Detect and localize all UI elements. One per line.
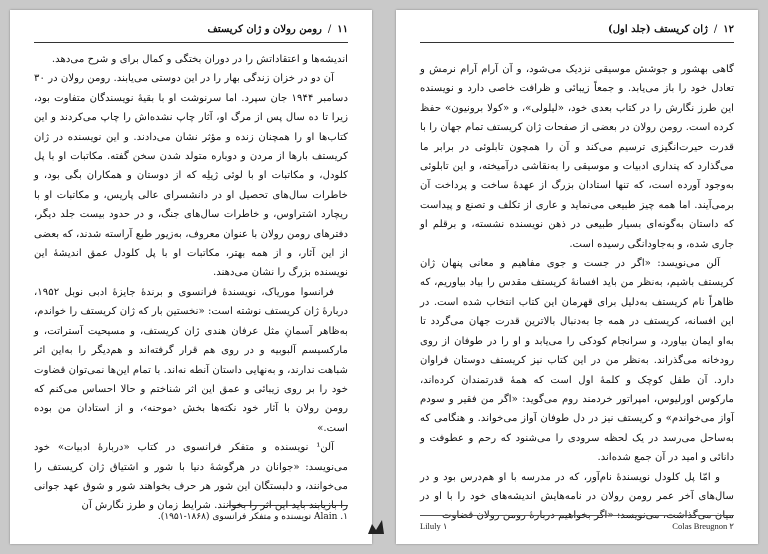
left-header-rule — [34, 42, 348, 43]
left-page-body — [34, 50, 348, 512]
right-header-title: ژان کریستف (جلد اول) — [608, 24, 708, 35]
right-paragraph-3: و امّا پل کلودل نویسندهٔ نام‌آور، که در مدرسه با او هم‌درس بود و در سال‌های آخر عمر رومن رولان در نامه‌هایش اندیشه‌های خود را با او در میان می‌گذاشت، می‌نویسد: «اگر بخواهیم دربارهٔ رومن رولان قضاوت — [420, 471, 734, 522]
right-page-body — [420, 60, 734, 522]
footer-note-liluly: Liluly ۱ — [420, 521, 448, 531]
left-paragraph-1: اندیشه‌ها و اعتقاداتش را در دوران بختگی و کمال برای و شرح می‌دهد. — [51, 54, 348, 65]
left-footnote: ۱. Alain نویسنده و متفکر فرانسوی (۱۸۶۸-۱۹۵۱). — [157, 512, 348, 522]
right-page-footer — [420, 515, 734, 532]
right-paragraph-2: آلن می‌نویسد: «اگر در جست و جوی مفاهیم و معانی پنهان ژان کریستف باشیم، به‌نظر من باید افسانهٔ کریستف مقدس را بیاد بیاوریم، که ظاهراً نام کریستف به‌دلیل برای قهرمان این کتاب انتخاب شده است. در این افسانه، کریستف در همه جا به‌دنبال بالاترین قدرت جهان می‌گردد تا به‌او ایمان بیاورد، و سرانجام کودکی را می‌یابد و او را در طوفان از روی رودخانه می‌گذراند. به‌نظر من در این کتاب نیز کریستف دوستان فراوان دارد. آن طفل کوچک و کلمهٔ اول است که همهٔ قدرتمندان کرده‌اند، مارکوس اورلیوس، امپراتور خردمند روم می‌گوید: «اگر من فقیر و سودم آواز می‌خواندم» و کریستف نیز در دل طوفان آواز می‌خواند. و هنگامی که به‌ساحل می‌رسد در یک لحظه سرودی را می‌شنود که رحم و عطوفت و دانائی و امید در آن جمع شده‌اند. — [420, 258, 734, 464]
right-page-number: ۱۲ — [723, 24, 734, 35]
page-corner-shadow-icon — [362, 520, 392, 534]
left-page — [10, 10, 372, 544]
left-page-header — [34, 24, 348, 35]
footer-note-colas-breugnon: Colas Breugnon ۲ — [672, 521, 734, 531]
left-paragraph-2: آن دو در خزان زندگی بهار را در این دوستی می‌یابند. رومن رولان در ۳۰ دسامبر ۱۹۴۴ جان سپرد. اما سرنوشت او با بقیهٔ نویسندگان متفاوت بود، زیرا تا ده سال پس از مرگ او، آثار چاپ نشده‌اش را چاپ می‌کردند و این کتاب‌ها او را همچنان زنده و مؤثر نشان می‌دادند. و این نویسنده در ژان کریستف بارها از مردن و دوباره متولد شدن سخن گفته. مکاتبات او با پل کلودل، و مکاتبات او با لوئی ژیلِه که از دوستان و همکاران بگی بود، و خاطرات سال‌های تحصیل او در دانشسرای عالی پاریس، و مکاتبات او با ریچارد اشتراوس، و خاطرات سال‌های جنگ، و در حدود بیست جلد دیگر، دفترهای رومن رولان با عنوان معروف، به‌زیور طبع آراسته شدند، که بعضی از این آثار، و از همه بهتر، مکاتبات او با پل کلودل عمق اندیشهٔ این نویسنده بزرگ را نشان می‌دهند. — [34, 73, 348, 279]
right-page — [396, 10, 758, 544]
left-header-separator: / — [327, 24, 332, 35]
left-header-title: رومن رولان و ژان کریستف — [207, 24, 322, 35]
left-paragraph-3: فرانسوا موریاک، نویسندهٔ فرانسوی و برندهٔ جایزهٔ ادبی نوبل ۱۹۵۲، دربارهٔ ژان کریستف نوشته است: «نخستین بار که ژان کریستف را خواندم، به‌ظاهر آسمانِ مثل عرفان هندی ژان کریستف، و مسیحیت آستراتت، و مارکسیسم آلبوبیه و در روی هم قرار گرفته‌اند و هم‌دیگر را به‌این اثر شباهت ندارند، و به‌نهایی داستان آنطه نه‌اند. با تمام این‌ها نمی‌توان قضاوت خود را بر روی زیبائی و عمق این اثر شناختم و حالا احساس می‌کنم که رومن رولان با آثار خود نکته‌ها بخش ‹موحنه›، و از استادان من بوده است.» — [34, 286, 348, 434]
left-page-number: ۱۱ — [337, 24, 348, 35]
right-header-rule — [420, 42, 734, 43]
right-paragraph-1: گاهی بهشور و جوشش موسیقی نزدیک می‌شود، و آن آرام آرام نرمش و تعادل خود را باز می‌یابد. و جمعاً زیبائی و ظرافت خاصی دارد و نویسنده این طرز نگارش را در کتاب بعدی خود، «لیلولی»، و «کولا برونیون» حفظ کرده است. رومن رولان در بعضی از صفحات ژان کریستف تمام جهان را با قدرت حیرت‌انگیزی ترسیم می‌کند و آن را همچون تابلوئی در برابر ما می‌گذارد که پنداری ادبیات و موسیقی را به‌نقاشی درآمیخته، و این تابلوئی به‌وجود آورده است، که تنها استادان بزرگ از عهدهٔ ساخت و پرداخت آن برمی‌آیند. اما همه چیز طبیعی می‌نماید و عاری از تکلف و تصنع و پیداست که داستان به‌گونه‌ای بسیار طبیعی در ذهن نویسنده نشسته، و برقلم او جاری شده، و به‌جاودانگی رسیده است. — [420, 64, 734, 250]
footnote-rule — [228, 505, 348, 506]
right-header-separator: / — [713, 24, 718, 35]
right-page-header — [420, 24, 734, 35]
left-paragraph-4: آلن¹ نویسنده و متفکر فرانسوی در کتاب «دربارهٔ ادبیات» خود می‌نویسد: «جوانان در هرگوشهٔ دنیا با شور و اشتیاق ژان کریستف را می‌خوانند، و دلبستگان این شور هر حرف بخواهند شور و شوق عهد جوانی را بازیابند باید این اثر را بخوانند. شرایط زمان و طرز نگارش آن — [34, 442, 348, 512]
